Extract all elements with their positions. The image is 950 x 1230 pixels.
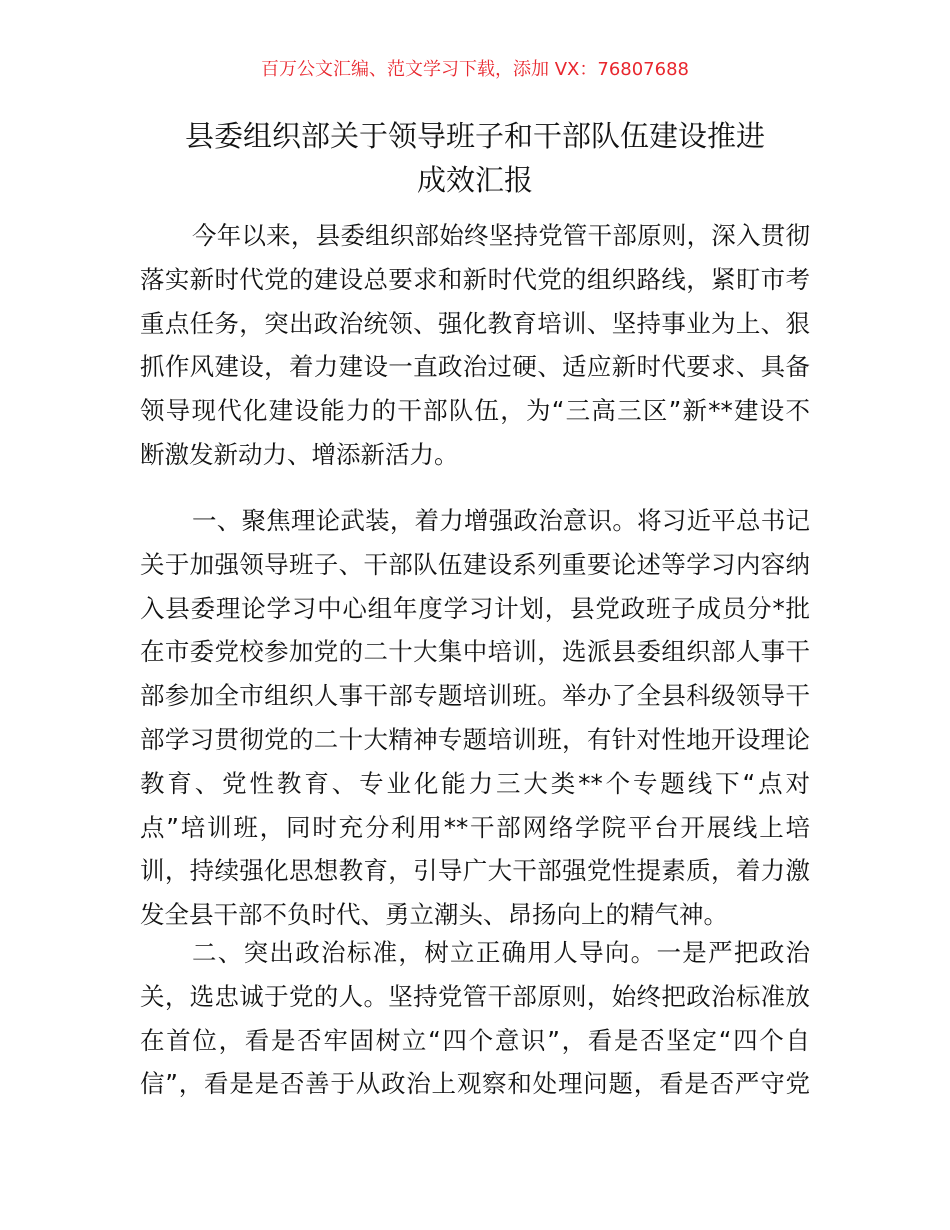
paragraph-1-line: 领导现代化建设能力的干部队伍，为“三高三区”新**建设不 [140, 396, 810, 426]
paragraph-2-line: 入县委理论学习中心组年度学习计划，县党政班子成员分*批 [140, 593, 810, 623]
paragraph-1-line: 抓作风建设，着力建设一直政治过硬、适应新时代要求、具备 [140, 352, 810, 382]
paragraph-2-line: 点”培训班，同时充分利用**干部网络学院平台开展线上培 [140, 812, 810, 842]
watermark-header: 百万公文汇编、范文学习下载，添加 VX：76807688 [261, 59, 689, 80]
paragraph-2-line: 训，持续强化思想教育，引导广大干部强党性提素质，着力激 [140, 856, 810, 886]
paragraph-3-line: 在首位，看是否牢固树立“四个意识”，看是否坚定“四个自 [140, 1025, 810, 1055]
paragraph-2-line: 一、聚焦理论武装，着力增强政治意识。将习近平总书记 [192, 506, 810, 535]
paragraph-1-line: 断激发新动力、增添新活力。 [140, 440, 459, 469]
paragraph-2-line: 在市委党校参加党的二十大集中培训，选派县委组织部人事干 [140, 637, 810, 667]
paragraph-1-line: 重点任务，突出政治统领、强化教育培训、坚持事业为上、狠 [140, 308, 810, 338]
paragraph-2-line: 部参加全市组织人事干部专题培训班。举办了全县科级领导干 [140, 681, 810, 711]
paragraph-2-line: 发全县干部不负时代、勇立潮头、昂扬向上的精气神。 [140, 900, 728, 930]
paragraph-2-line: 部学习贯彻党的二十大精神专题培训班，有针对性地开设理论 [140, 725, 810, 754]
document-title-line-1: 县委组织部关于领导班子和干部队伍建设推进 [184, 119, 765, 153]
paragraph-2-line: 关于加强领导班子、干部队伍建设系列重要论述等学习内容纳 [140, 549, 810, 579]
paragraph-1-line: 落实新时代党的建设总要求和新时代党的组织路线，紧盯市考 [140, 264, 810, 294]
paragraph-3-line: 信”，看是是否善于从政治上观察和处理问题，看是否严守党 [140, 1069, 810, 1099]
paragraph-3-line: 二、突出政治标准，树立正确用人导向。一是严把政治 [192, 938, 810, 967]
paragraph-2-line: 教育、党性教育、专业化能力三大类**个专题线下“点对 [140, 768, 810, 798]
document-title-line-2: 成效汇报 [416, 163, 533, 197]
paragraph-1-line: 今年以来，县委组织部始终坚持党管干部原则，深入贯彻 [192, 221, 810, 250]
paragraph-3-line: 关，选忠诚于党的人。坚持党管干部原则，始终把政治标准放 [140, 981, 810, 1011]
